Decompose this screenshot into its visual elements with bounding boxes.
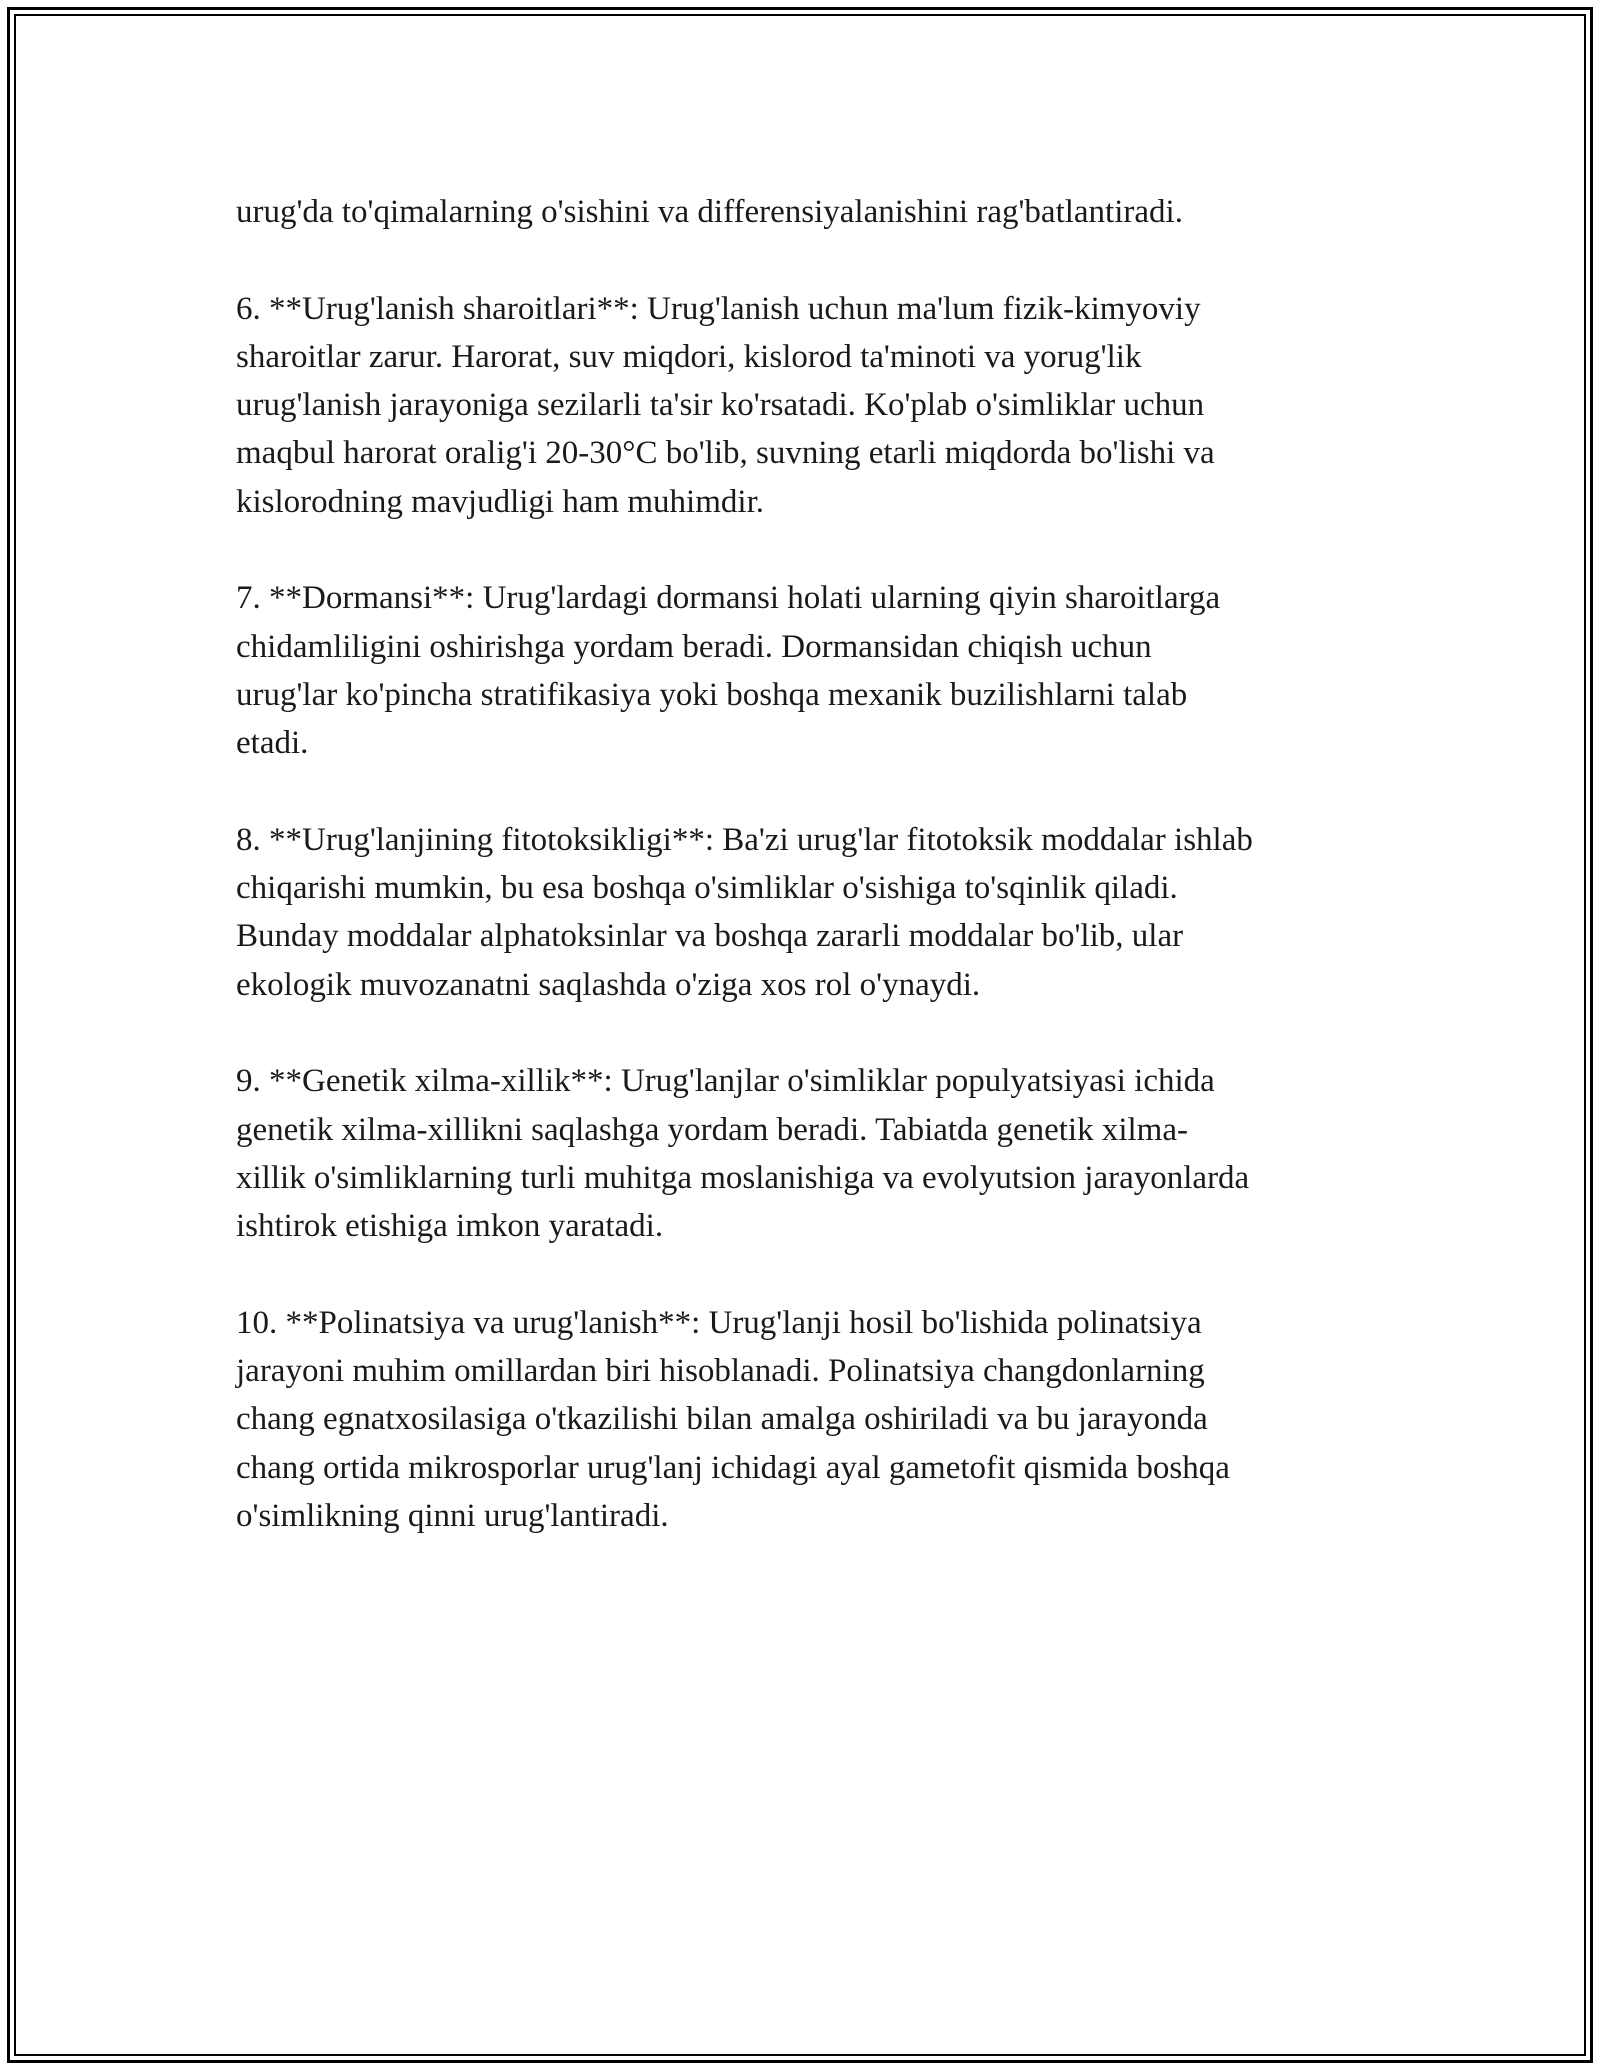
text-line: ishtirok etishiga imkon yaratadi. bbox=[236, 1208, 664, 1245]
text-line: 9. **Genetik xilma-xillik**: Urug'lanjlar o'simliklar populyatsiyasi ichida bbox=[236, 1063, 1215, 1100]
text-line: etadi. bbox=[236, 725, 309, 762]
document-body bbox=[236, 188, 1396, 1589]
text-line: Bunday moddalar alphatoksinlar va boshqa zararli moddalar bo'lib, ular bbox=[236, 918, 1184, 955]
text-line: 7. **Dormansi**: Urug'lardagi dormansi holati ularning qiyin sharoitlarga bbox=[236, 580, 1221, 617]
text-line: 8. **Urug'lanjining fitotoksikligi**: Ba'zi urug'lar fitotoksik moddalar ishlab bbox=[236, 821, 1253, 858]
text-line: chang egnatxosilasiga o'tkazilishi bilan amalga oshiriladi va bu jarayonda bbox=[236, 1401, 1208, 1438]
paragraph-item-8 bbox=[236, 816, 1396, 1009]
text-line: chidamliligini oshirishga yordam beradi. Dormansidan chiqish uchun bbox=[236, 628, 1152, 665]
text-line: urug'da to'qimalarning o'sishini va differensiyalanishini rag'batlantiradi. bbox=[236, 194, 1183, 230]
text-line: ekologik muvozanatni saqlashda o'ziga xos rol o'ynaydi. bbox=[236, 966, 981, 1003]
text-line: genetik xilma-xillikni saqlashga yordam beradi. Tabiatda genetik xilma- bbox=[236, 1111, 1188, 1148]
text-line: maqbul harorat oralig'i 20-30°C bo'lib, suvning etarli miqdorda bo'lishi va bbox=[236, 435, 1215, 472]
text-line: o'simlikning qinni urug'lantiradi. bbox=[236, 1498, 669, 1535]
text-line: sharoitlar zarur. Harorat, suv miqdori, kislorod ta'minoti va yorug'lik bbox=[236, 338, 1142, 375]
text-line: chiqarishi mumkin, bu esa boshqa o'simliklar o'sishiga to'sqinlik qiladi. bbox=[236, 870, 1178, 907]
text-line: 6. **Urug'lanish sharoitlari**: Urug'lanish uchun ma'lum fizik-kimyoviy bbox=[236, 290, 1201, 327]
text-line: xillik o'simliklarning turli muhitga moslanishiga va evolyutsion jarayonlarda bbox=[236, 1159, 1250, 1196]
paragraph-item-9 bbox=[236, 1057, 1396, 1250]
paragraph-item-7 bbox=[236, 574, 1396, 767]
text-line: jarayoni muhim omillardan biri hisoblanadi. Polinatsiya changdonlarning bbox=[236, 1353, 1205, 1390]
text-line: urug'lanish jarayoniga sezilarli ta'sir ko'rsatadi. Ko'plab o'simliklar uchun bbox=[236, 387, 1205, 424]
paragraph-continuation bbox=[236, 188, 1396, 236]
paragraph-item-10 bbox=[236, 1299, 1396, 1540]
text-line: 10. **Polinatsiya va urug'lanish**: Urug'lanji hosil bo'lishida polinatsiya bbox=[236, 1304, 1202, 1341]
text-line: chang ortida mikrosporlar urug'lanj ichidagi ayal gametofit qismida boshqa bbox=[236, 1449, 1230, 1486]
text-line: urug'lar ko'pincha stratifikasiya yoki boshqa mexanik buzilishlarni talab bbox=[236, 676, 1188, 713]
text-line: kislorodning mavjudligi ham muhimdir. bbox=[236, 483, 764, 520]
paragraph-item-6 bbox=[236, 285, 1396, 526]
